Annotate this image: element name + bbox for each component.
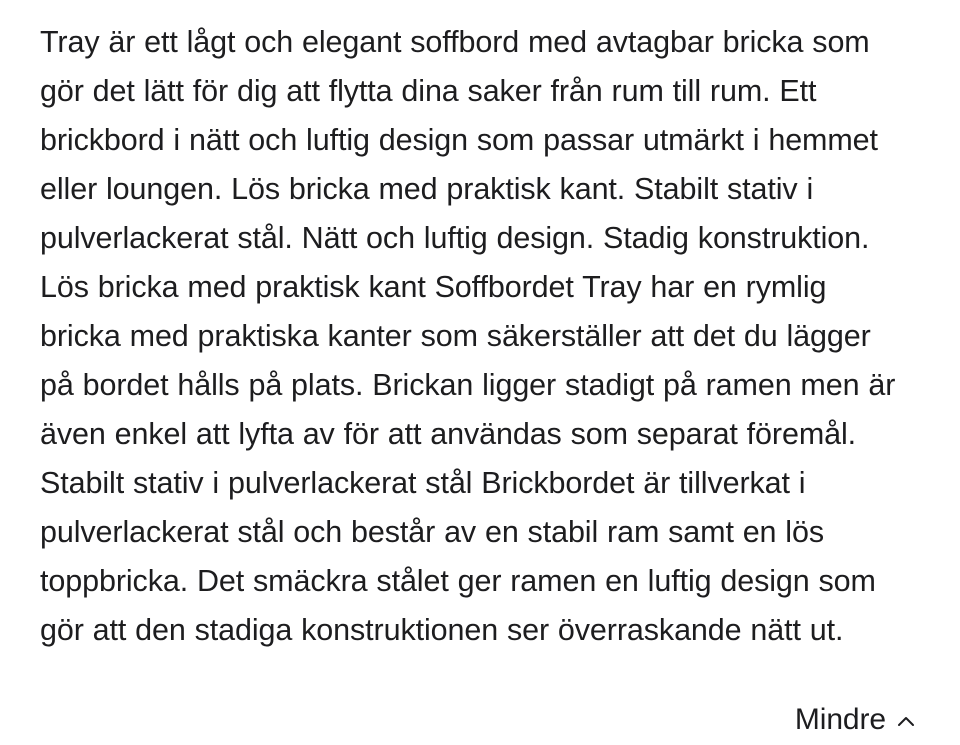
collapse-description-button[interactable]: [795, 703, 916, 737]
product-description-text: Tray är ett lågt och elegant soffbord med avtagbar bricka som gör det lätt för dig att flytta dina saker från rum till rum. Ett brickbord i nätt och luftig design som passar utmärkt i hemmet eller loungen. Lös bricka med praktisk kant. Stabilt stativ i pulverlackerat stål. Nätt och luftig design. Stadig konstruktion. Lös bricka med praktisk kant Soffbordet Tray har en rymlig bricka med praktiska kanter som säkerställer att det du lägger på bordet hålls på plats. Brickan ligger stadigt på ramen men är även enkel att lyfta av för att användas som separat föremål. Stabilt stativ i pulverlackerat stål Brickbordet är tillverkat i pulverlackerat stål och består av en stabil ram samt en lös toppbricka. Det smäckra stålet ger ramen en luftig design som gör att den stadiga konstruktionen ser överraskande nätt ut.: [40, 25, 896, 647]
chevron-up-icon: [896, 712, 916, 732]
collapse-description-label: Mindre: [794, 703, 886, 736]
